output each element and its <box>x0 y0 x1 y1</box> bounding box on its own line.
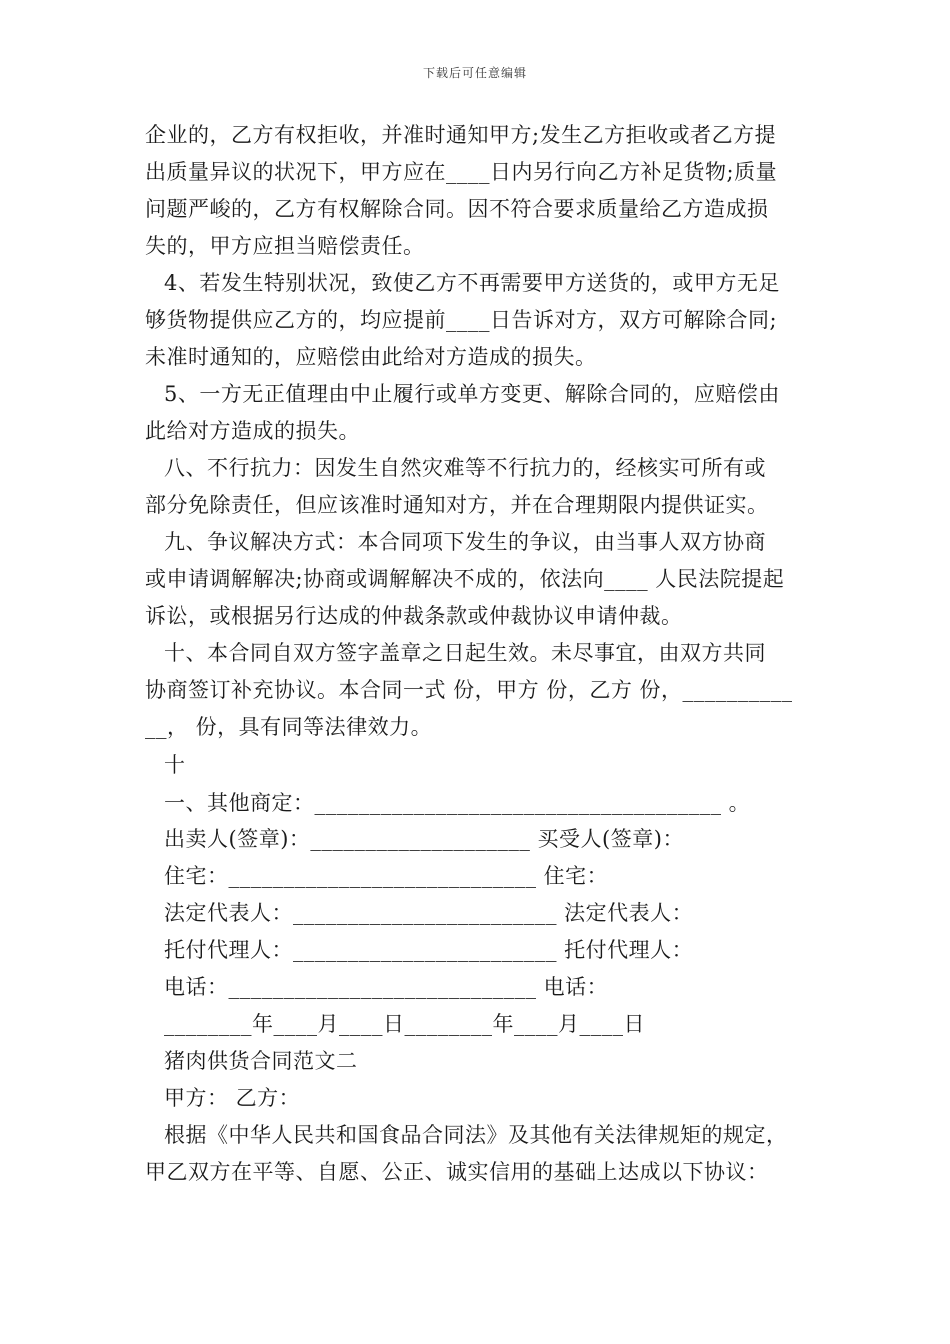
text-line: 出卖人(签章)：____________________ 买受人(签章)： <box>164 827 684 851</box>
text-line: 电话：____________________________ 电话： <box>164 975 609 999</box>
text-line: 住宅：____________________________ 住宅： <box>164 864 609 888</box>
text-line: 4、若发生特别状况，致使乙方不再需要甲方送货的，或甲方无足 <box>164 271 780 295</box>
text-line: 协商签订补充协议。本合同一式 份，甲方 份，乙方 份，__________ <box>145 678 793 702</box>
text-line: 一、其他商定：_____________________________________ 。 <box>164 791 751 815</box>
page-header-note: 下载后可任意编辑 <box>422 66 527 80</box>
text-line: 够货物提供应乙方的，均应提前____日告诉对方，双方可解除合同; <box>145 308 778 332</box>
text-line: 部分免除责任，但应该准时通知对方，并在合理期限内提供证实。 <box>145 493 769 517</box>
text-line: 问题严峻的，乙方有权解除合同。因不符合要求质量给乙方造成损 <box>145 197 769 221</box>
text-line: 企业的，乙方有权拒收，并准时通知甲方;发生乙方拒收或者乙方提 <box>145 123 777 147</box>
text-line: __， 份，具有同等法律效力。 <box>145 715 433 739</box>
text-line: 甲乙双方在平等、自愿、公正、诚实信用的基础上达成以下协议： <box>145 1160 769 1184</box>
text-line: 此给对方造成的损失。 <box>145 419 360 443</box>
text-line: 或申请调解解决;协商或调解解决不成的，依法向____ 人民法院提起 <box>145 567 785 591</box>
text-line: 诉讼，或根据另行达成的仲裁条款或仲裁协议申请仲裁。 <box>145 604 683 628</box>
text-line: 失的，甲方应担当赔偿责任。 <box>145 234 425 258</box>
text-line: 出质量异议的状况下，甲方应在____日内另行向乙方补足货物;质量 <box>145 160 778 184</box>
text-line: 托付代理人：________________________ 托付代理人： <box>164 938 694 962</box>
text-line: 猪肉供货合同范文二 <box>164 1049 358 1073</box>
text-line: 未准时通知的，应赔偿由此给对方造成的损失。 <box>145 345 597 369</box>
text-line: 根据《中华人民共和国食品合同法》及其他有关法律规矩的规定， <box>164 1123 788 1147</box>
text-line: ________年____月____日________年____月____日 <box>164 1012 645 1036</box>
text-line: 法定代表人：________________________ 法定代表人： <box>164 901 694 925</box>
text-line: 十 <box>164 753 186 777</box>
text-line: 九、争议解决方式：本合同项下发生的争议，由当事人双方协商 <box>164 530 766 554</box>
text-line: 5、一方无正值理由中止履行或单方变更、解除合同的，应赔偿由 <box>164 382 780 406</box>
text-line: 十、本合同自双方签字盖章之日起生效。未尽事宜，由双方共同 <box>164 641 766 665</box>
text-line: 八、不行抗力：因发生自然灾难等不行抗力的，经核实可所有或 <box>164 456 766 480</box>
text-line: 甲方： 乙方： <box>164 1086 301 1110</box>
